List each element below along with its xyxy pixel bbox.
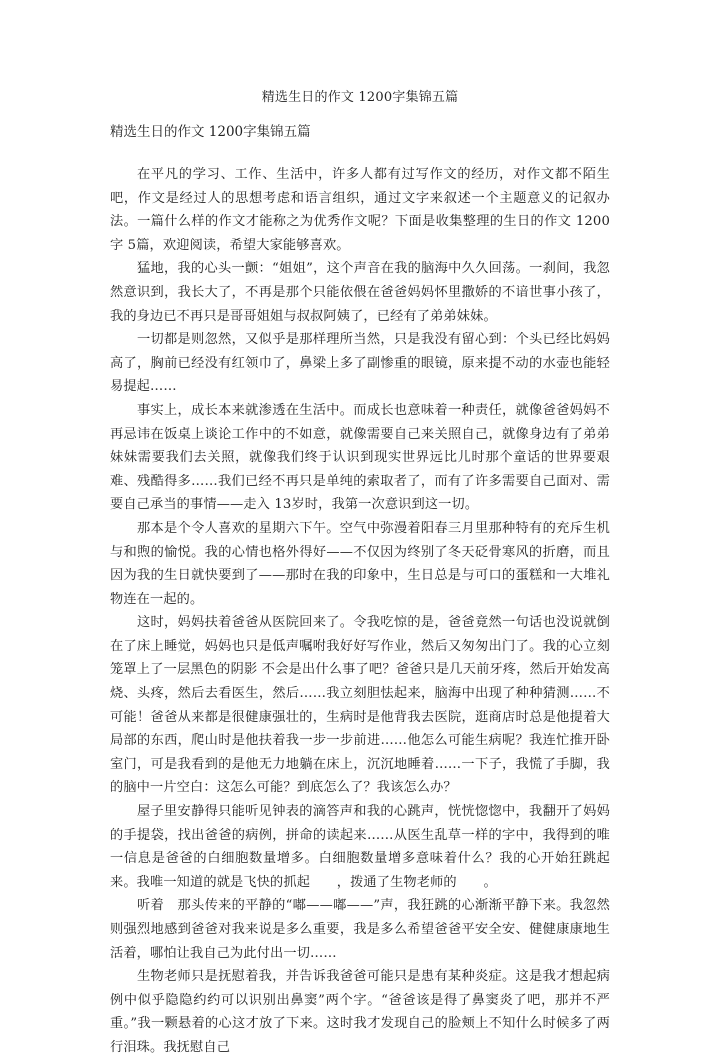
paragraph: 生物老师只是抚慰着我，并告诉我爸爸可能只是患有某种炎症。这是我才想起病例中似乎隐隐约约可以识别出鼻窦”两个字。“爸爸该是得了鼻窦炎了吧，那并不严重。”我一颗悬着的心这才放了下来。这时我才发现自己的脸颊上不知什么时候多了两行泪珠。我抚慰自己 [110, 969, 610, 1055]
document-title: 精选生日的作文 1200字集锦五篇 [261, 90, 459, 105]
paragraph: 事实上，成长本来就渗透在生活中。而成长也意味着一种责任，就像爸爸妈妈不再忌讳在饭桌上谈论工作中的不如意，就像需要自己来关照自己，就像身边有了弟弟妹妹需要我们去关照，就像我们终于认识到现实世界远比儿时那个童话的世界要艰难、残酷得多……我们已经不再只是单纯的索取者了，而有了许多需要自己面对、需要自己承当的事情——走入 13岁时，我第一次意识到这一切。 [110, 402, 610, 513]
paragraph: 听着 那头传来的平静的“嘟——嘟——”声，我狂跳的心渐渐平静下来。我忽然则强烈地感到爸爸对我来说是多么重要，我是多么希望爸爸平安全安、健健康康地生活着，哪怕让我自己为此付出一切…… [110, 898, 610, 961]
document-subtitle: 精选生日的作文 1200字集锦五篇 [110, 124, 311, 140]
paragraph: 那本是个令人喜欢的星期六下午。空气中弥漫着阳春三月里那种特有的充斥生机与和煦的愉悦。我的心情也格外得好——不仅因为终别了冬天砭骨寒风的折磨，而且因为我的生日就快要到了——那时在我的印象中，生日总是与可口的蛋糕和一大堆礼物连在一起的。 [110, 520, 610, 607]
paragraph: 屋子里安静得只能听见钟表的滴答声和我的心跳声，恍恍惚惚中，我翻开了妈妈的手提袋，找出爸爸的病例，拼命的读起来……从医生乱草一样的字中，我得到的唯一信息是爸爸的白细胞数量增多。白细胞数量增多意味着什么？我的心开始狂跳起来。我唯一知道的就是飞快的抓起 ，拨通了生物老师的 。 [110, 804, 610, 890]
paragraph: 一切都是则忽然，又似乎是那样理所当然，只是我没有留心到：个头已经比妈妈高了，胸前已经没有红领巾了，鼻梁上多了副惨重的眼镜，原来提不动的水壶也能轻易提起…… [110, 332, 610, 395]
paragraph: 猛地，我的心头一颤：“姐姐”，这个声音在我的脑海中久久回荡。一刹间，我忽然意识到，我长大了，不再是那个只能依偎在爸爸妈妈怀里撒娇的不谙世事小孩了，我的身边已不再只是哥哥姐姐与叔叔阿姨了，已经有了弟弟妹妹。 [110, 261, 610, 324]
paragraph: 这时，妈妈扶着爸爸从医院回来了。令我吃惊的是，爸爸竟然一句话也没说就倒在了床上睡觉，妈妈也只是低声嘱咐我好好写作业，然后又匆匆出门了。我的心立刻笼罩上了一层黑色的阴影 不会是出什么事了吧？爸爸只是几天前牙疼，然后开始发高烧、头疼，然后去看医生，然后……我立刻胆怯起来，脑海中出现了种种猜测……不可能！爸爸从来都是很健康强壮的，生病时是他背我去医院，逛商店时总是他提着大局部的东西，爬山时是他扶着我一步一步前进……他怎么可能生病呢？我连忙推开卧室门，可是我看到的是他无力地躺在床上，沉沉地睡着……一下子，我慌了手脚，我的脑中一片空白：这怎么可能？到底怎么了？我该怎么办？ [110, 615, 610, 796]
paragraph: 在平凡的学习、工作、生活中，许多人都有过写作文的经历，对作文都不陌生吧，作文是经过人的思想考虑和语言组织，通过文字来叙述一个主题意义的记叙办法。一篇什么样的作文才能称之为优秀作文呢？下面是收集整理的生日的作文 1200字 5篇，欢迎阅读，希望大家能够喜欢。 [110, 167, 610, 253]
document-body [110, 163, 610, 1060]
